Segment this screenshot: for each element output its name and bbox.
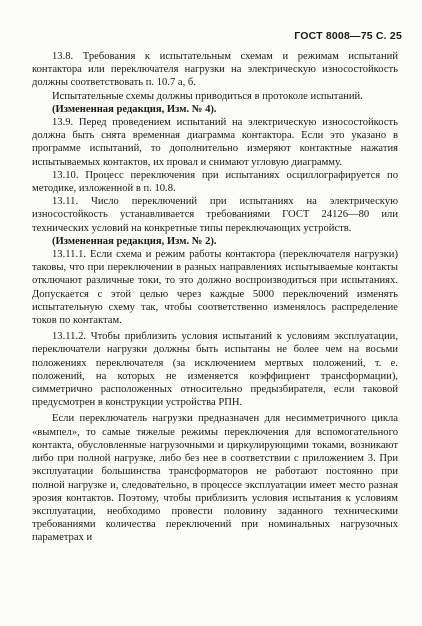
paragraph-asymmetric-cycle: Если переключатель нагрузки предназначен для несимметричного цикла «вымпел», то самые тяжелые режимы переключения для вспомогательного контакта, обусловленные нагрузочными и циркулирующими токами, возникают либо при полной нагрузке, либо без нее в соответствии с приложением 3. При эксплуатации большинства трансформаторов не работают постоянно при полной нагрузке и, следовательно, в процессе эксплуатации имеет место разная эрозия контактов. Поэтому, чтобы приблизить условия испытания к условиям эксплуатации, необходимо провести половину заданного техническими требованиями количества переключений при номинальных нагрузочных параметрах и (32, 413, 398, 544)
paragraph-13-10: 13.10. Процесс переключения при испытаниях осциллографируется по методике, изложенной в п. 10.8. (32, 169, 398, 195)
revision-note: (Измененная редакция, Изм. № 2). (52, 235, 217, 247)
page-header: ГОСТ 8008—75 С. 25 (294, 30, 402, 42)
paragraph-13-9: 13.9. Перед проведением испытаний на электрическую износостойкость должна быть снята временная диаграмма контактора. Если это указано в программе испытаний, то дополнительно измеряют контактные нажатия испытываемых контактов, их провал и снимают угловую диаграмму. (32, 117, 398, 168)
paragraph-13-11: 13.11. Число переключений при испытаниях на электрическую износостойкость устанавливается требованиями ГОСТ 24126—80 или технических условий на конкретные типы переключающих устройств. (32, 196, 398, 234)
paragraph-13-11-1: 13.11.1. Если схема и режим работы контактора (переключателя нагрузки) таковы, что при переключении в разных направлениях испытываемые контакты отключают различные токи, то это должно воспроизводиться при испытаниях. Допускается с этой целью через каждые 5000 переключений изменять испытательную схему так, чтобы соответственно изменялось распределение токов по контактам. (32, 249, 398, 327)
revision-note: (Измененная редакция, Изм. № 4). (52, 103, 217, 115)
paragraph-13-8: 13.8. Требования к испытательным схемам и режимам испытаний контактора или переключателя нагрузки на электрическую износостойкость должны соответствовать п. 10.7 а, б. (32, 51, 398, 89)
paragraph-13-11-2: 13.11.2. Чтобы приблизить условия испытаний к условиям эксплуатации, переключатели нагрузки должны быть испытаны не более чем на восьми положениях переключателя (за исключением мертвых положений, т. е. положений, на которых не изменяется коэффициент трансформации), симметрично расположенных относительно предызбирателя, если таковой предусмотрен в конструкции устройства РПН. (32, 331, 398, 409)
paragraph-test-schemes: Испытательные схемы должны приводиться в протоколе испытаний. (52, 90, 363, 102)
document-body (32, 50, 398, 545)
